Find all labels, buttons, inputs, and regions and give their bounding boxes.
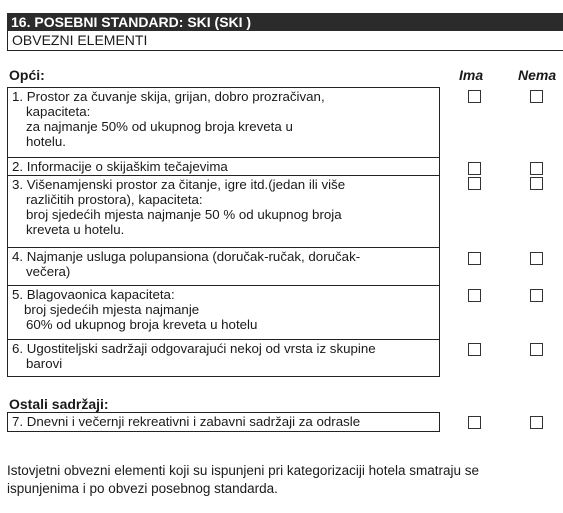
item-text-line: 60% od ukupnog broja kreveta u hotelu [26, 317, 258, 332]
item-text-line: Višenamjenski prostor za čitanje, igre itd.(jedan ili više [26, 177, 346, 192]
nema-checkbox-6[interactable] [530, 343, 543, 356]
item-number: 3. [12, 177, 24, 192]
item-text-line: večera) [26, 264, 71, 279]
item-number: 4. [12, 249, 24, 264]
requirement-item-5 [7, 285, 440, 339]
item-number: 7. [12, 414, 24, 429]
ima-checkbox-3[interactable] [468, 177, 481, 190]
item-text-line: barovi [26, 356, 63, 371]
item-text-line: broj sjedećih mjesta najmanje 50 % od ukupnog broja [26, 207, 342, 222]
footer-line-2: ispunjenima i po obvezi posebnog standarda. [7, 481, 278, 496]
ima-checkbox-7[interactable] [468, 416, 481, 429]
section-title: 16. POSEBNI STANDARD: SKI (SKI ) [7, 13, 563, 31]
item-text-line: različitih prostora), kapaciteta: [26, 192, 203, 207]
nema-checkbox-2[interactable] [530, 162, 543, 175]
requirement-item-2 [7, 157, 440, 175]
item-number: 2. [12, 159, 24, 174]
item-text-line: Dnevni i večernji rekreativni i zabavni sadržaji za odrasle [26, 414, 361, 429]
ima-checkbox-5[interactable] [468, 289, 481, 302]
item-text-line: za najmanje 50% od ukupnog broja kreveta u [26, 119, 293, 134]
nema-checkbox-1[interactable] [530, 90, 543, 103]
ima-checkbox-6[interactable] [468, 343, 481, 356]
nema-checkbox-7[interactable] [530, 416, 543, 429]
item-text-line: kreveta u hotelu. [26, 222, 125, 237]
nema-checkbox-3[interactable] [530, 177, 543, 190]
item-text-line: Ugostiteljski sadržaji odgovarajući nekoj od vrsta iz skupine [26, 341, 376, 356]
item-number: 6. [12, 341, 24, 356]
item-text-line: Prostor za čuvanje skija, grijan, dobro prozračivan, [26, 89, 325, 104]
requirement-item-4 [7, 247, 440, 285]
general-label: Opći: [9, 67, 45, 83]
footer-note [7, 462, 563, 498]
ima-checkbox-4[interactable] [468, 252, 481, 265]
item-text-line: Blagovaonica kapaciteta: [26, 287, 175, 302]
other-label: Ostali sadržaji: [9, 396, 109, 412]
requirement-item-7 [7, 412, 440, 432]
ima-checkbox-2[interactable] [468, 162, 481, 175]
section-subtitle: OBVEZNI ELEMENTI [7, 31, 563, 51]
column-header-ima: Ima [459, 67, 484, 83]
item-text-line: kapaciteta: [26, 104, 91, 119]
nema-checkbox-4[interactable] [530, 252, 543, 265]
item-text-line: broj sjedećih mjesta najmanje [24, 302, 200, 317]
item-number: 5. [12, 287, 24, 302]
item-number: 1. [12, 89, 24, 104]
item-text-line: hotelu. [26, 134, 66, 149]
column-header-nema: Nema [518, 67, 557, 83]
ima-checkbox-1[interactable] [468, 90, 481, 103]
footer-line-1: Istovjetni obvezni elementi koji su ispunjeni pri kategorizaciji hotela smatraju se [7, 463, 479, 478]
requirement-item-1 [7, 87, 440, 157]
item-text-line: Informacije o skijaškim tečajevima [26, 159, 228, 174]
nema-checkbox-5[interactable] [530, 289, 543, 302]
requirement-item-6 [7, 339, 440, 377]
requirement-item-3 [7, 175, 440, 247]
item-text-line: Najmanje usluga polupansiona (doručak-ručak, doručak- [26, 249, 361, 264]
